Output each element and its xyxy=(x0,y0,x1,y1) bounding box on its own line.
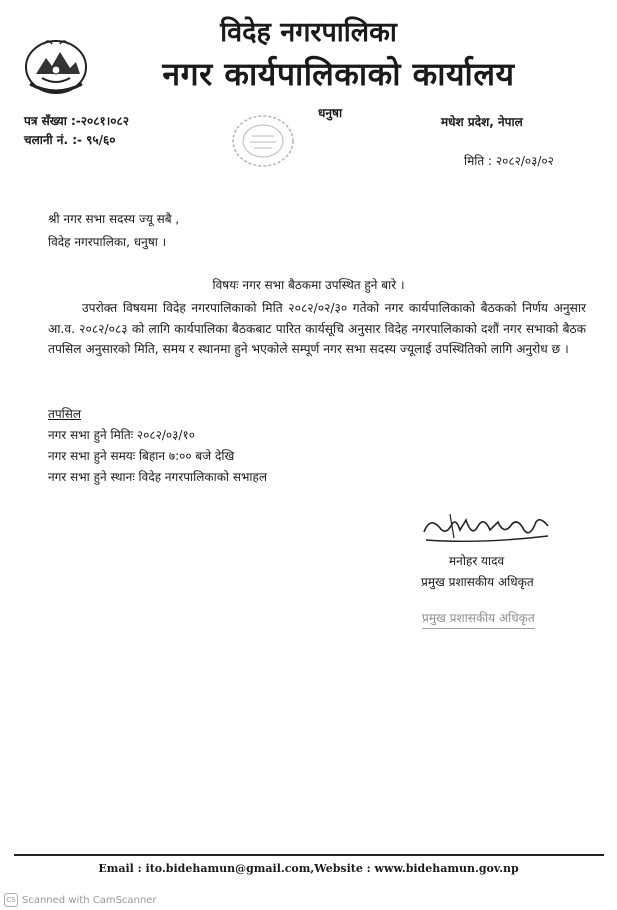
meeting-date-line: नगर सभा हुने मितिः २०८२/०३/१० xyxy=(48,428,195,442)
footer-rule xyxy=(14,854,604,856)
office-name: नगर कार्यपालिकाको कार्यालय xyxy=(162,55,515,93)
municipality-name: विदेह नगरपालिका xyxy=(220,17,397,48)
province-name: मधेश प्रदेश, नेपाल xyxy=(441,115,523,129)
footer-contact: Email : ito.bidehamun@gmail.com,Website : www.bidehamun.gov.np xyxy=(98,862,519,875)
camscanner-logo-icon: CS xyxy=(4,893,18,907)
subject-line: विषयः नगर सभा बैठकमा उपस्थित हुने बारे । xyxy=(212,278,405,292)
letter-number: पत्र सँख्या :-२०८१।०८२ xyxy=(24,114,130,128)
body-paragraph: उपरोक्त विषयमा विदेह नगरपालिकाको मिति २०८२/०२/३० गतेको नगर कार्यपालिकाको बैठकको निर्णय अनुसार आ.व. २०८२/०८३ को लागि कार्यपालिका बैठकबाट पारित कार्यसूचि अनुसार विदेह नगरपालिकाको दशौं नगर सभाको बैठक तपसिल अनुसारको मिति, समय र स्थानमा हुने भएकोले सम्पूर्ण नगर सभा सदस्य ज्यूलाई उपस्थितिको लागि अनुरोध छ । xyxy=(48,301,586,356)
designation-stamp xyxy=(418,603,546,633)
designation-stamp-text: प्रमुख प्रशासकीय अधिकृत xyxy=(422,609,535,629)
recipient-line-1: श्री नगर सभा सदस्य ज्यू सबै , xyxy=(48,212,180,226)
meeting-time-line: नगर सभा हुने समयः बिहान ७:०० बजे देखि xyxy=(48,449,235,463)
scanner-watermark xyxy=(4,893,157,907)
round-stamp-icon xyxy=(226,112,300,170)
district-name: धनुषा xyxy=(318,106,343,120)
letter-date: मिति : २०८२/०३/०२ xyxy=(464,154,554,168)
signatory-name: मनोहर यादव xyxy=(449,554,505,568)
dispatch-number: चलानी नं. :- ९५/६० xyxy=(24,133,116,147)
signature-icon xyxy=(420,510,555,546)
details-heading: तपसिल xyxy=(48,407,82,421)
meeting-place-line: नगर सभा हुने स्थानः विदेह नगरपालिकाको सभाहल xyxy=(48,470,268,484)
recipient-line-2: विदेह नगरपालिका, धनुषा । xyxy=(48,235,167,249)
scanner-label: Scanned with CamScanner xyxy=(22,895,157,906)
signatory-title: प्रमुख प्रशासकीय अधिकृत xyxy=(421,575,534,589)
